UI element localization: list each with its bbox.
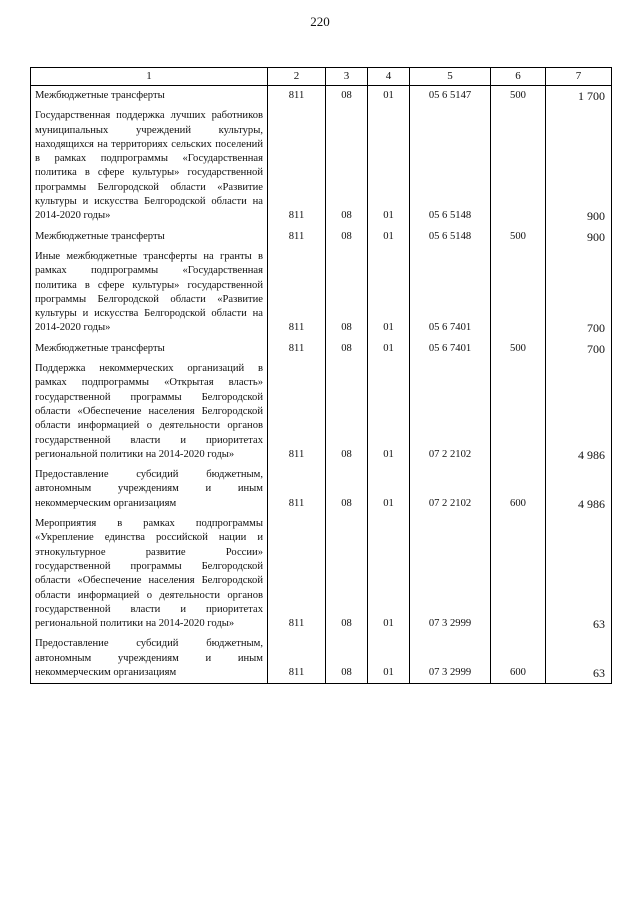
header-row	[31, 68, 612, 86]
row-amount: 1 700	[546, 86, 612, 107]
row-code-4: 01	[368, 514, 410, 634]
row-amount: 900	[546, 106, 612, 226]
row-code-3: 08	[326, 339, 368, 359]
table-row	[31, 86, 612, 107]
row-amount: 900	[546, 227, 612, 247]
row-code-2: 811	[268, 339, 326, 359]
row-code-3: 08	[326, 86, 368, 107]
row-name: Межбюджетные трансферты	[31, 86, 268, 107]
row-code-2: 811	[268, 634, 326, 683]
row-code-5: 07 2 2102	[410, 359, 491, 465]
column-header: 6	[491, 68, 546, 86]
row-name: Межбюджетные трансферты	[31, 227, 268, 247]
row-code-3: 08	[326, 634, 368, 683]
row-code-5: 05 6 5148	[410, 106, 491, 226]
row-name: Государственная поддержка лучших работников муниципальных учреждений культуры, находящихся на территориях сельских поселений в рамках подпрограммы «Государственная политика в сфере культуры» государственной программы Белгородской области «Развитие культуры и искусства Белгородской области на 2014-2020 годы»	[31, 106, 268, 226]
column-header: 3	[326, 68, 368, 86]
row-amount: 63	[546, 514, 612, 634]
row-code-5: 07 2 2102	[410, 465, 491, 514]
row-code-3: 08	[326, 514, 368, 634]
table-row	[31, 106, 612, 226]
row-code-6: 600	[491, 634, 546, 683]
column-header: 5	[410, 68, 491, 86]
row-amount: 4 986	[546, 359, 612, 465]
row-code-3: 08	[326, 465, 368, 514]
row-name: Предоставление субсидий бюджетным, автономным учреждениям и иным некоммерческим организациям	[31, 634, 268, 683]
row-code-6: 500	[491, 339, 546, 359]
budget-table	[30, 67, 612, 684]
row-code-3: 08	[326, 359, 368, 465]
row-code-2: 811	[268, 106, 326, 226]
table-row	[31, 514, 612, 634]
column-header: 2	[268, 68, 326, 86]
row-code-6	[491, 247, 546, 339]
table-row	[31, 339, 612, 359]
row-code-2: 811	[268, 227, 326, 247]
row-code-3: 08	[326, 247, 368, 339]
row-name: Межбюджетные трансферты	[31, 339, 268, 359]
row-code-5: 05 6 5147	[410, 86, 491, 107]
row-code-4: 01	[368, 247, 410, 339]
column-header: 7	[546, 68, 612, 86]
table-row	[31, 247, 612, 339]
row-code-5: 07 3 2999	[410, 634, 491, 683]
table-row	[31, 359, 612, 465]
row-code-5: 07 3 2999	[410, 514, 491, 634]
row-name: Мероприятия в рамках подпрограммы «Укрепление единства российской нации и этнокультурное развитие России» государственной программы Белгородской области «Обеспечение населения Белгородской области информацией о деятельности органов государственной власти и приоритетах региональной политики на 2014-2020 годы»	[31, 514, 268, 634]
row-amount: 700	[546, 247, 612, 339]
page-number: 220	[310, 14, 330, 29]
row-code-5: 05 6 5148	[410, 227, 491, 247]
row-code-6: 500	[491, 227, 546, 247]
row-code-3: 08	[326, 106, 368, 226]
row-code-2: 811	[268, 247, 326, 339]
row-code-6	[491, 106, 546, 226]
row-code-6: 600	[491, 465, 546, 514]
row-name: Поддержка некоммерческих организаций в рамках подпрограммы «Открытая власть» государственной программы Белгородской области «Обеспечение населения Белгородской области информацией о деятельности органов государственной власти и приоритетах региональной политики на 2014-2020 годы»	[31, 359, 268, 465]
row-code-2: 811	[268, 514, 326, 634]
row-code-5: 05 6 7401	[410, 339, 491, 359]
column-header: 1	[31, 68, 268, 86]
row-code-2: 811	[268, 359, 326, 465]
table-row	[31, 634, 612, 683]
table-row	[31, 227, 612, 247]
row-code-4: 01	[368, 465, 410, 514]
row-amount: 700	[546, 339, 612, 359]
row-code-6: 500	[491, 86, 546, 107]
row-amount: 4 986	[546, 465, 612, 514]
row-name: Иные межбюджетные трансферты на гранты в рамках подпрограммы «Государственная политика в сфере культуры» государственной программы Белгородской области «Развитие культуры и искусства Белгородской области на 2014-2020 годы»	[31, 247, 268, 339]
column-header: 4	[368, 68, 410, 86]
row-code-4: 01	[368, 339, 410, 359]
row-code-4: 01	[368, 359, 410, 465]
row-code-2: 811	[268, 465, 326, 514]
table-row	[31, 465, 612, 514]
row-code-4: 01	[368, 227, 410, 247]
row-code-4: 01	[368, 634, 410, 683]
row-code-5: 05 6 7401	[410, 247, 491, 339]
row-code-6	[491, 359, 546, 465]
row-code-4: 01	[368, 106, 410, 226]
row-code-3: 08	[326, 227, 368, 247]
row-name: Предоставление субсидий бюджетным, автономным учреждениям и иным некоммерческим организациям	[31, 465, 268, 514]
row-code-2: 811	[268, 86, 326, 107]
row-code-6	[491, 514, 546, 634]
row-code-4: 01	[368, 86, 410, 107]
row-amount: 63	[546, 634, 612, 683]
